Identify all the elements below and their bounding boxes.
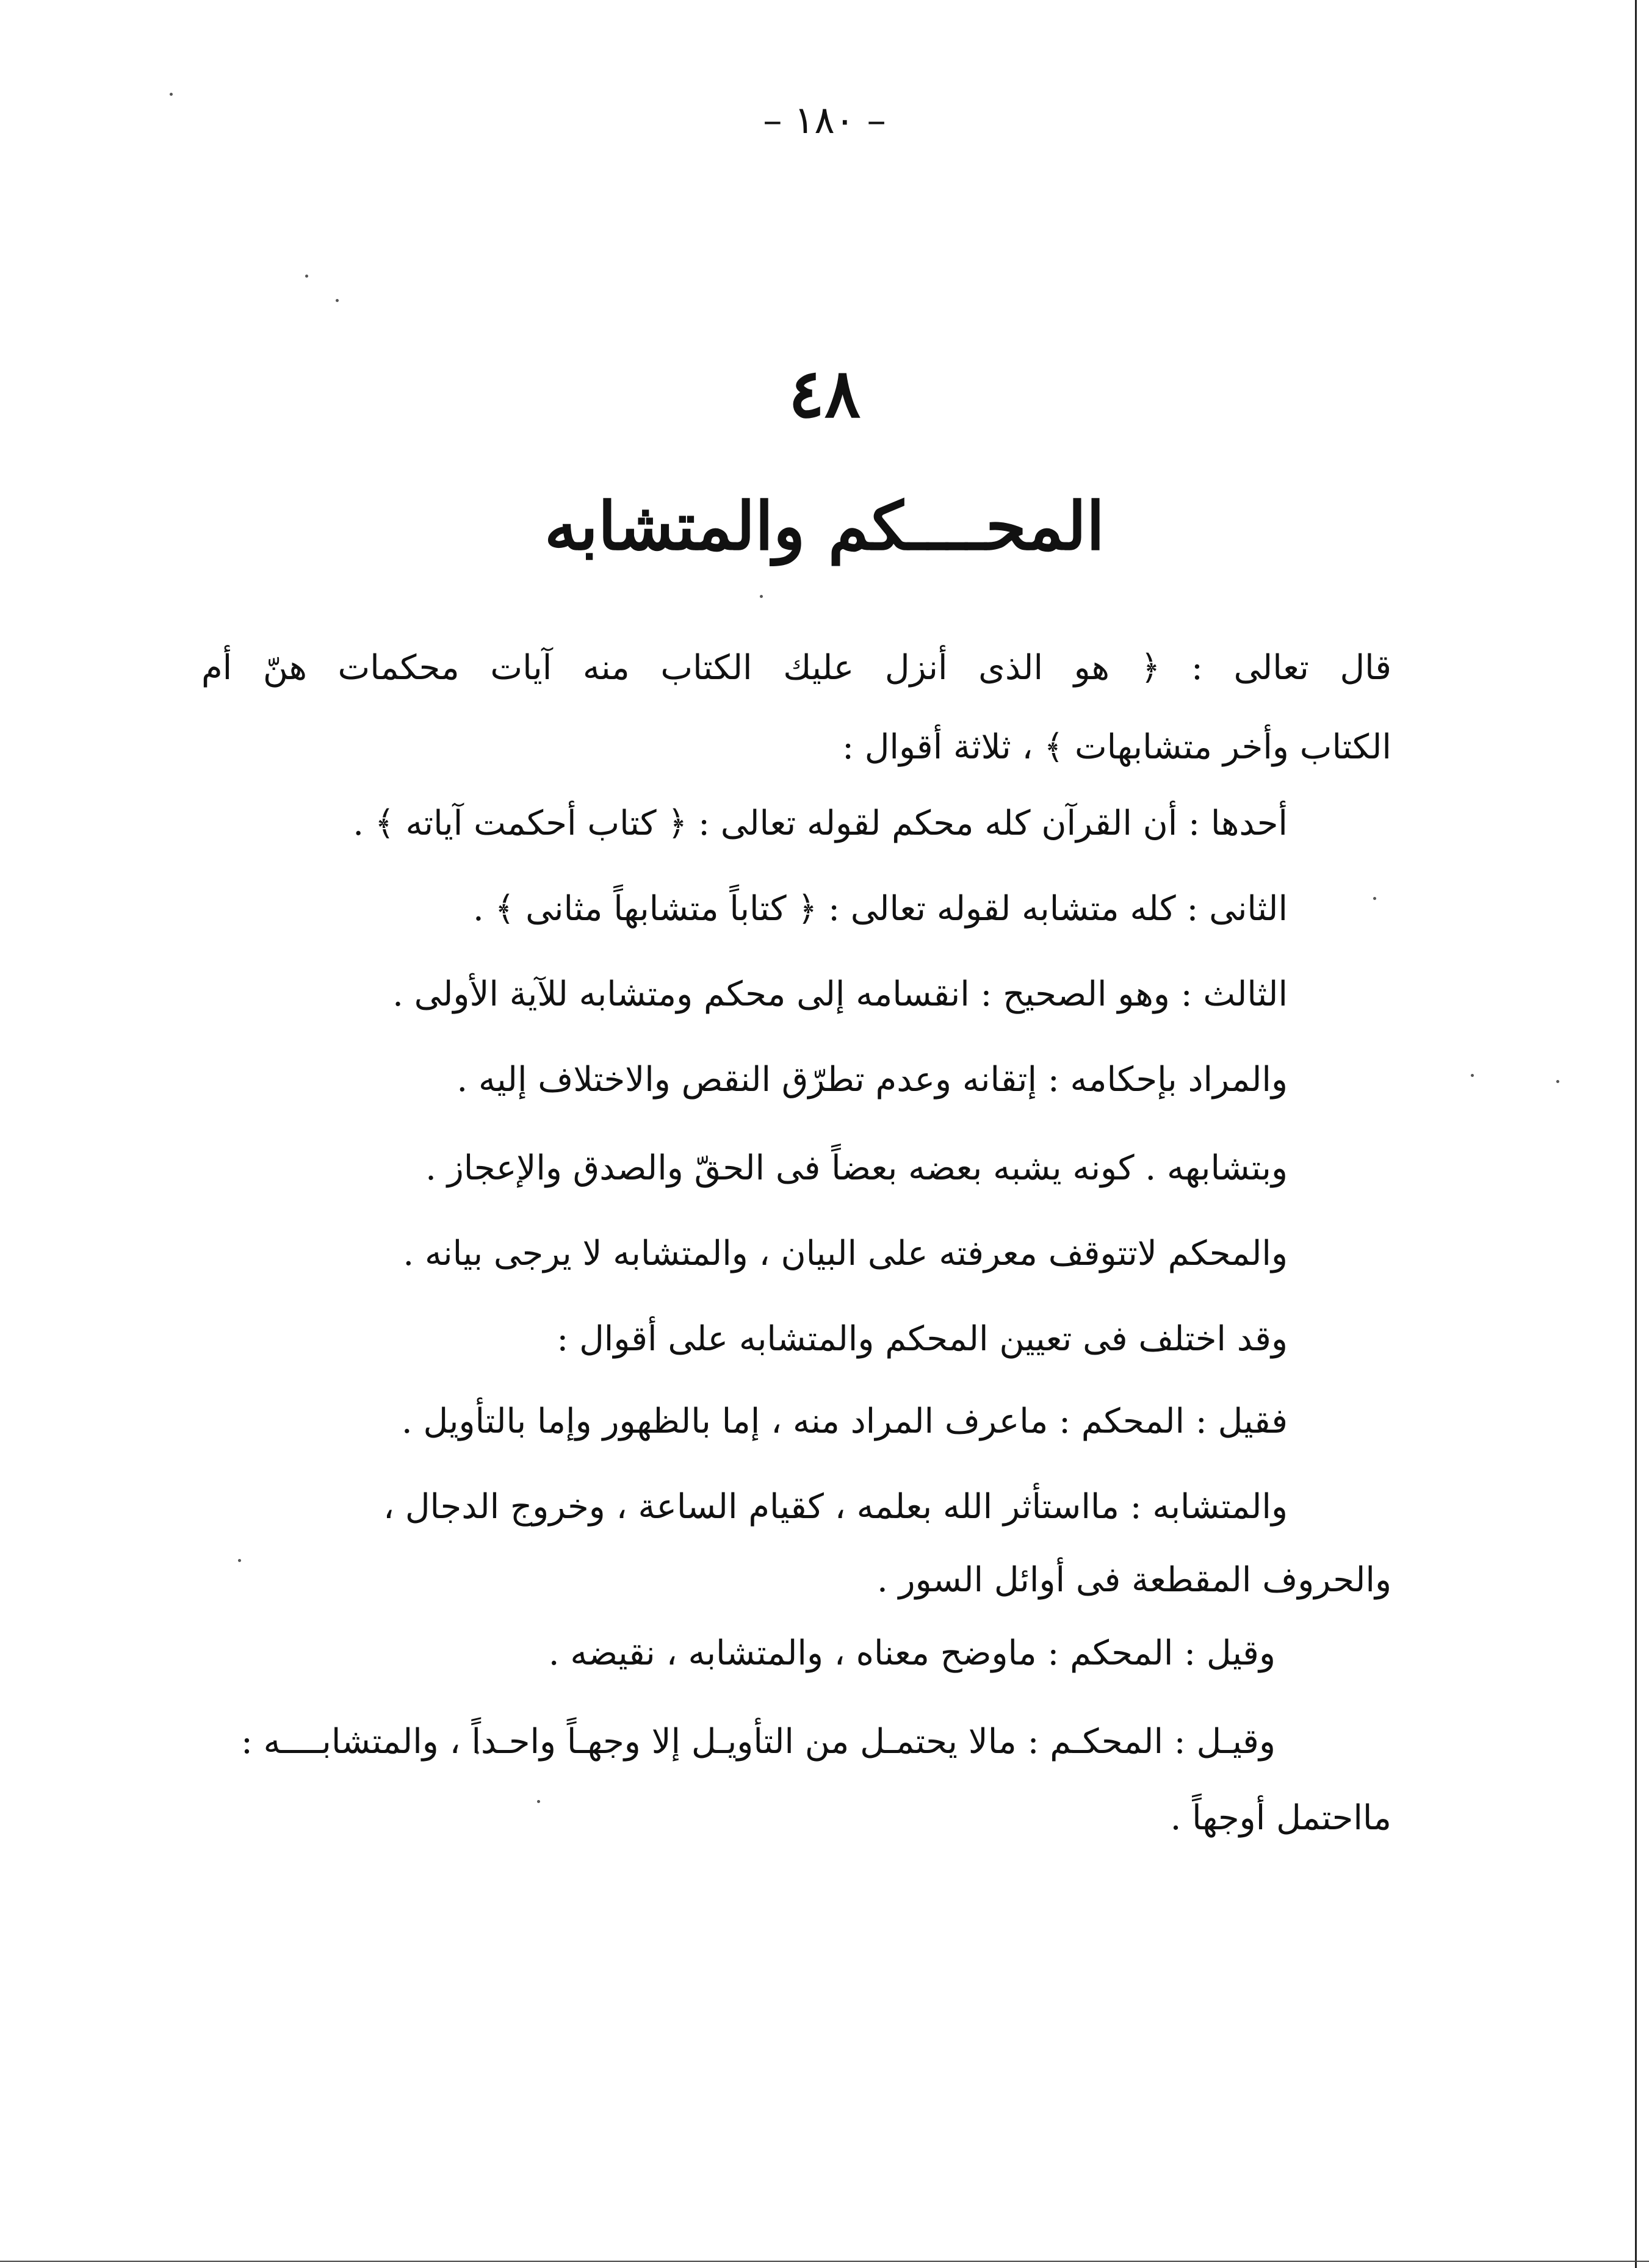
scan-speck [760,595,763,598]
page-number: – ١٨٠ – [763,98,886,142]
scan-frame-edge [1635,0,1637,2268]
scan-speck [305,275,308,278]
text-line: فقيل : المحكم : ماعرف المراد منه ، إما بالظهور وإما بالتأويل . [401,1402,1288,1441]
text-line: الثانى : كله متشابه لقوله تعالى : ﴿ كتاباً متشابهاً مثانى ﴾ . [472,889,1288,929]
text-line: الكتاب وأخر متشابهات ﴾ ، ثلاثة أقوال : [842,727,1391,767]
text-line: قال تعالى : ﴿ هو الذى أنزل عليك الكتاب منه آيات محكمات هنّ أم [201,648,1391,688]
text-line: وقيل : المحكم : ماوضح معناه ، والمتشابه ، نقيضه . [548,1633,1276,1673]
scan-speck [170,93,173,96]
text-line: وقد اختلف فى تعيين المحكم والمتشابه على أقوال : [557,1319,1288,1359]
text-line: أحدها : أن القرآن كله محكم لقوله تعالى : ﴿ كتاب أحكمت آياته ﴾ . [353,804,1288,843]
text-line: وقيـل : المحكـم : مالا يحتمـل من التأويـل إلا وجهـاً واحـداً ، والمتشابــــه : [240,1722,1276,1762]
scan-speck [336,299,339,302]
chapter-number: ٤٨ [788,354,861,433]
text-line: والحروف المقطعة فى أوائل السور . [876,1560,1391,1600]
scan-speck [238,1559,241,1562]
text-line: وبتشابهه . كونه يشبه بعضه بعضاً فى الحقّ والصدق والإعجاز . [425,1148,1288,1188]
text-line: والمتشابه : مااستأثر الله بعلمه ، كقيام الساعة ، وخروج الدجال ، [383,1487,1288,1527]
scan-speck [1556,1080,1559,1083]
scan-speck [1373,897,1376,900]
text-line: مااحتمل أوجهاً . [1170,1798,1391,1838]
chapter-title: المحــــكم والمتشابه [544,488,1105,565]
scan-speck [1471,1074,1474,1077]
scan-speck [537,1800,540,1803]
text-line: والمحكم لاتتوقف معرفته على البيان ، والمتشابه لا يرجى بيانه . [403,1234,1288,1273]
text-line: الثالث : وهو الصحيح : انقسامه إلى محكم ومتشابه للآية الأولى . [392,974,1288,1014]
scan-frame-bottom [0,2261,1649,2262]
text-line: والمراد بإحكامه : إتقانه وعدم تطرّق النقص والاختلاف إليه . [456,1060,1288,1100]
